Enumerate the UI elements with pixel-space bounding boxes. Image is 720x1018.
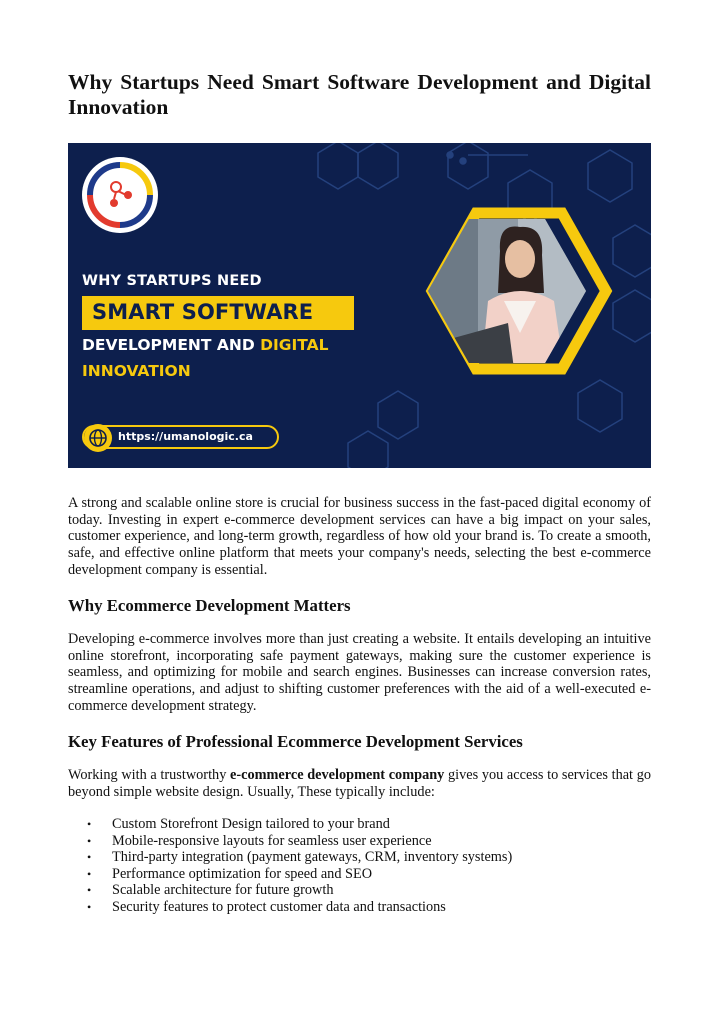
section-heading-key-features: Key Features of Professional Ecommerce Development Services	[68, 732, 523, 751]
list-item	[68, 816, 651, 833]
list-item	[68, 833, 651, 850]
list-item-text: Custom Storefront Design tailored to your brand	[112, 816, 390, 832]
list-item-text: Scalable architecture for future growth	[112, 882, 334, 899]
paragraph-text-bold: e-commerce development company	[230, 767, 445, 783]
bullet-icon: •	[87, 866, 92, 881]
banner-line-1: WHY STARTUPS NEED	[82, 273, 262, 289]
paragraph-text-post: gives you access to services that go beyond simple website design. Usually, These typically include:	[68, 767, 651, 800]
hero-banner	[68, 143, 651, 468]
banner-line-2: SMART SOFTWARE	[92, 300, 314, 324]
bullet-icon: •	[87, 883, 92, 898]
company-logo	[82, 157, 158, 233]
banner-line-3-yellow: DIGITAL	[260, 336, 329, 354]
page-title: Why Startups Need Smart Software Development and Digital Innovation	[68, 70, 651, 119]
list-item	[68, 882, 651, 899]
list-item	[68, 849, 651, 866]
list-item	[68, 899, 651, 916]
bullet-icon: •	[87, 899, 92, 914]
list-item-text: Mobile-responsive layouts for seamless user experience	[112, 832, 432, 849]
banner-line-4: INNOVATION	[82, 362, 191, 380]
section-paragraph-why-ecommerce: Developing e-commerce involves more than just creating a website. It entails developing an intuitive online storefront, incorporating safe payment gateways, making sure the customer experience is seamless, and optimizing for mobile and search engines. Businesses can increase conversion rates, streamline operations, and adjust to shifting customer preferences with the aid of a well-executed e-commerce development strategy.	[68, 631, 651, 714]
feature-list	[68, 816, 651, 916]
paragraph-text-pre: Working with a trustworthy	[68, 767, 231, 783]
bullet-icon: •	[87, 850, 92, 865]
section-paragraph-key-features	[68, 767, 651, 800]
bullet-icon: •	[87, 817, 92, 831]
banner-url: https://umanologic.ca	[118, 430, 253, 443]
section-heading-why-ecommerce: Why Ecommerce Development Matters	[68, 596, 351, 615]
list-item-text: Third-party integration (payment gateways, CRM, inventory systems)	[112, 849, 513, 866]
banner-line-3	[82, 336, 328, 354]
intro-paragraph: A strong and scalable online store is crucial for business success in the fast-paced digital economy of today. Investing in expert e-commerce development services can have a big impact on your sales, customer experience, and long-term growth, regardless of how old your brand is. To create a smooth, safe, and effective online platform that meets your company's needs, selecting the best e-commerce development company is essential.	[68, 495, 651, 578]
list-item-text: Performance optimization for speed and SEO	[112, 865, 373, 882]
bullet-icon: •	[87, 833, 92, 848]
hexagon-photo-frame	[408, 203, 608, 405]
list-item	[68, 866, 651, 883]
banner-line-3-white: DEVELOPMENT AND	[82, 336, 261, 354]
list-item-text: Security features to protect customer data and transactions	[112, 898, 446, 915]
